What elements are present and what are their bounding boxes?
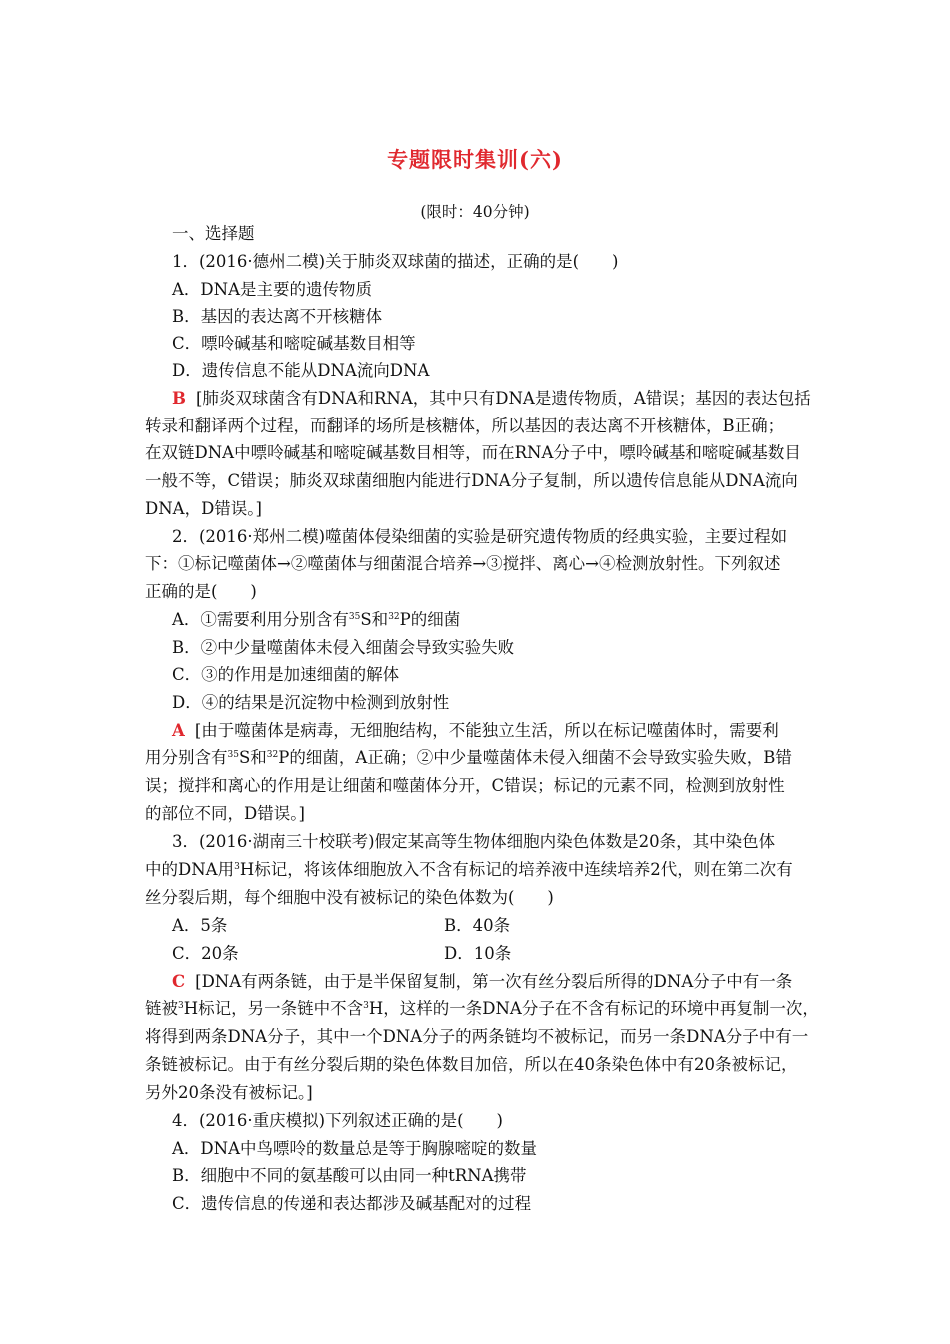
question-4-option-a: A．DNA中鸟嘌呤的数量总是等于胸腺嘧啶的数量 bbox=[172, 1139, 537, 1158]
question-1-explanation-line: 转录和翻译两个过程，而翻译的场所是核糖体，所以基因的表达离不开核糖体，B正确； bbox=[145, 416, 785, 435]
question-3-option-a: A．5条 bbox=[172, 916, 228, 935]
question-3-stem-line: 中的DNA用$^3$H标记，将该体细胞放入不含有标记的培养液中连续培养2代，则在第二次有 bbox=[145, 860, 793, 879]
question-2-option-a: A．①需要利用分别含有$^{35}$S和$^{32}$P的细菌 bbox=[172, 610, 461, 629]
question-3-option-c: C．20条 bbox=[172, 944, 239, 963]
question-2-explanation-line: 误；搅拌和离心的作用是让细菌和噬菌体分开，C错误；标记的元素不同，检测到放射性 bbox=[145, 776, 785, 795]
question-1-option-b: B．基因的表达离不开核糖体 bbox=[172, 307, 383, 326]
question-3-explanation-line: 另外20条没有被标记。] bbox=[145, 1083, 313, 1102]
question-1-explanation: B [肺炎双球菌含有DNA和RNA，其中只有DNA是遗传物质，A错误；基因的表达包括 bbox=[172, 389, 811, 408]
question-4-option-b: B．细胞中不同的氨基酸可以由同一种tRNA携带 bbox=[172, 1166, 527, 1185]
time-limit: (限时：40分钟) bbox=[420, 203, 530, 221]
question-3-explanation: C [DNA有两条链，由于是半保留复制，第一次有丝分裂后所得的DNA分子中有一条 bbox=[172, 972, 793, 991]
question-2-answer: A bbox=[172, 721, 185, 740]
question-2-explanation-line: 的部位不同，D错误。] bbox=[145, 804, 305, 823]
question-2-stem-line: 下：①标记噬菌体→②噬菌体与细菌混合培养→③搅拌、离心→④检测放射性。下列叙述 bbox=[145, 554, 781, 573]
question-3-stem-line: 丝分裂后期，每个细胞中没有被标记的染色体数为( ) bbox=[145, 888, 554, 907]
question-1-explanation-line: DNA，D错误。] bbox=[145, 499, 262, 518]
question-1-explanation-line: 一般不等，C错误；肺炎双球菌细胞内能进行DNA分子复制，所以遗传信息能从DNA流向 bbox=[145, 471, 798, 490]
question-3-answer: C bbox=[172, 972, 186, 991]
question-2-explanation-line: 用分别含有$^{35}$S和$^{32}$P的细菌，A正确；②中少量噬菌体未侵入细菌不会导致实验失败，B错 bbox=[145, 748, 792, 767]
question-1-answer: B bbox=[172, 389, 186, 408]
question-2-option-c: C．③的作用是加速细菌的解体 bbox=[172, 665, 400, 684]
question-3-explanation-line: 将得到两条DNA分子，其中一个DNA分子的两条链均不被标记，而另一条DNA分子中有一 bbox=[145, 1027, 809, 1046]
question-3-explanation-line: 条链被标记。由于有丝分裂后期的染色体数目加倍，所以在40条染色体中有20条被标记， bbox=[145, 1055, 798, 1074]
question-4-stem: 4．(2016·重庆模拟)下列叙述正确的是( ) bbox=[172, 1111, 503, 1130]
question-1-option-a: A．DNA是主要的遗传物质 bbox=[172, 280, 372, 299]
page-title: 专题限时集训(六) bbox=[387, 147, 563, 172]
question-3-option-b: B．40条 bbox=[444, 916, 511, 935]
question-1-explanation-line: 在双链DNA中嘌呤碱基和嘧啶碱基数目相等，而在RNA分子中，嘌呤碱基和嘧啶碱基数目 bbox=[145, 443, 801, 462]
question-2-explanation: A [由于噬菌体是病毒，无细胞结构，不能独立生活，所以在标记噬菌体时，需要利 bbox=[172, 721, 779, 740]
question-3-option-d: D．10条 bbox=[444, 944, 512, 963]
question-2-option-d: D．④的结果是沉淀物中检测到放射性 bbox=[172, 693, 450, 712]
question-4-option-c: C．遗传信息的传递和表达都涉及碱基配对的过程 bbox=[172, 1194, 532, 1213]
question-3-explanation-line: 链被$^3$H标记，另一条链中不含$^3$H，这样的一条DNA分子在不含有标记的环境中再复制一次， bbox=[145, 999, 819, 1018]
section-heading: 一、选择题 bbox=[172, 224, 255, 243]
question-2-stem: 2．(2016·郑州二模)噬菌体侵染细菌的实验是研究遗传物质的经典实验，主要过程如 bbox=[172, 527, 788, 546]
question-1-option-c: C．嘌呤碱基和嘧啶碱基数目相等 bbox=[172, 334, 416, 353]
question-1-stem: 1．(2016·德州二模)关于肺炎双球菌的描述，正确的是( ) bbox=[172, 252, 619, 271]
question-1-option-d: D．遗传信息不能从DNA流向DNA bbox=[172, 361, 430, 380]
question-3-stem: 3．(2016·湖南三十校联考)假定某高等生物体细胞内染色体数是20条，其中染色体 bbox=[172, 832, 776, 851]
question-2-option-b: B．②中少量噬菌体未侵入细菌会导致实验失败 bbox=[172, 638, 515, 657]
question-2-stem-line: 正确的是( ) bbox=[145, 582, 257, 601]
